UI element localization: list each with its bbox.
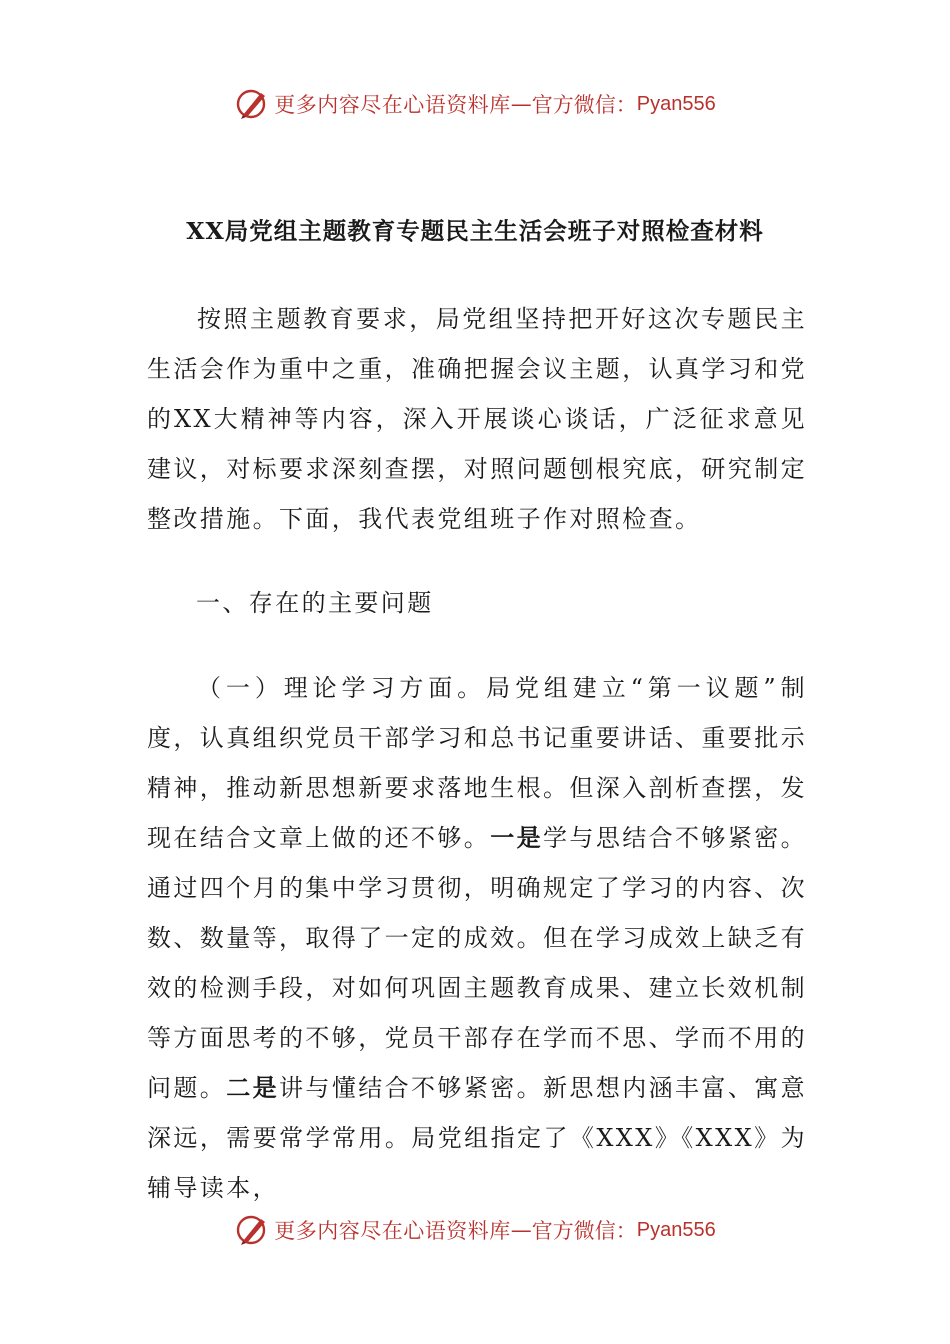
document-title: XX局党组主题教育专题民主生活会班子对照检查材料 (186, 217, 764, 245)
pen-logo-icon (234, 86, 270, 122)
header-watermark-banner (0, 82, 950, 126)
sub1-lead-text: （一）理论学习方面。局党组建立“第一议题”制度，认真组织党员干部学习和总书记重要讲话、重要批示精神，推动新思想新要求落地生根。但深入剖析查摆，发现在结合文章上做的还不够。 (147, 674, 807, 852)
banner-wechat-id: Pyan556 (636, 92, 716, 115)
footer-watermark-banner (0, 1208, 950, 1252)
point1-label: 一是 (490, 823, 544, 852)
intro-paragraph: 按照主题教育要求，局党组坚持把开好这次专题民主生活会作为重中之重，准确把握会议主题，认真学习和党的XX大精神等内容，深入开展谈心谈话，广泛征求意见建议，对标要求深刻查摆，对照问题刨根究底，研究制定整改措施。下面，我代表党组班子作对照检查。 (147, 305, 807, 533)
banner-wechat-id: Pyan556 (636, 1218, 716, 1241)
point2-label: 二是 (226, 1073, 280, 1102)
point2-text: 讲与懂结合不够紧密。新思想内涵丰富、寓意深远，需要常学常用。局党组指定了《XXX》《XXX》为辅导读本， (147, 1074, 808, 1202)
banner-separator: — (510, 1218, 532, 1242)
banner-brand-text: 更多内容尽在心语资料库 (274, 1219, 511, 1243)
banner-separator: — (510, 92, 532, 116)
banner-label: 官方微信： (531, 1219, 637, 1243)
theory-study-paragraph (147, 663, 807, 1213)
pen-logo-icon (234, 1212, 270, 1248)
banner-label: 官方微信： (531, 93, 637, 117)
section-heading: 一、存在的主要问题 (196, 589, 434, 617)
banner-brand-text: 更多内容尽在心语资料库 (274, 93, 511, 117)
point1-text: 学与思结合不够紧密。通过四个月的集中学习贯彻，明确规定了学习的内容、次数、数量等，取得了一定的成效。但在学习成效上缺乏有效的检测手段，对如何巩固主题教育成果、建立长效机制等方面思考的不够，党员干部存在学而不思、学而不用的问题。 (147, 824, 808, 1102)
